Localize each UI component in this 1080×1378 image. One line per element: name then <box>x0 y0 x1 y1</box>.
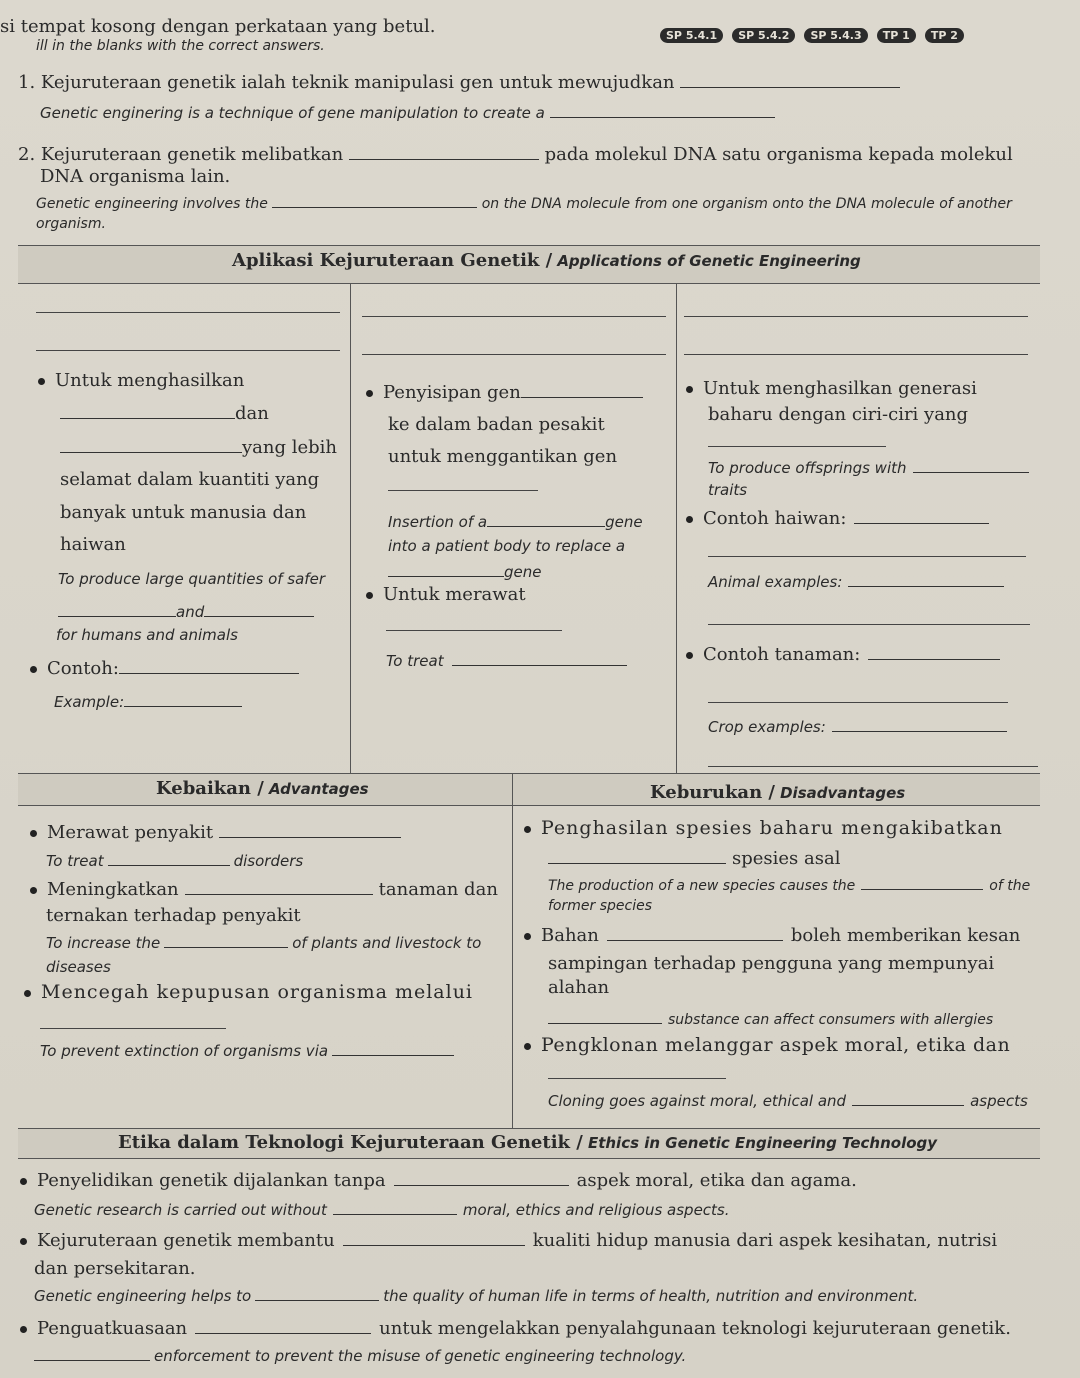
answer-blank[interactable] <box>394 1172 569 1186</box>
col3-line <box>686 508 989 529</box>
adv-line <box>30 822 401 843</box>
answer-blank[interactable] <box>550 104 775 118</box>
col3-text-en: To produce offsprings with <box>708 459 907 477</box>
instruction-en: ill in the blanks with the correct answers. <box>36 38 325 54</box>
dis-text-en: aspects <box>970 1092 1028 1110</box>
adv-line-en <box>46 934 481 952</box>
answer-blank[interactable] <box>848 573 1004 587</box>
ethics-text: Penguatkuasaan <box>37 1318 188 1339</box>
answer-blank[interactable] <box>548 1078 726 1079</box>
col2-line-en <box>388 513 643 531</box>
column-title-blank[interactable] <box>362 354 666 355</box>
dis-text: Bahan <box>541 925 599 946</box>
col1-text-en: To produce large quantities of safer <box>58 570 325 588</box>
column-title-blank[interactable] <box>362 316 666 317</box>
col2-text-en: gene <box>504 563 542 581</box>
divider <box>18 245 1040 246</box>
answer-blank[interactable] <box>255 1287 379 1301</box>
ethics-line-en <box>34 1287 918 1305</box>
divider <box>512 773 513 1128</box>
dis-line <box>524 925 1020 946</box>
bullet-icon <box>20 1178 27 1185</box>
col1-text-en: for humans and animals <box>56 626 238 644</box>
answer-blank[interactable] <box>708 702 1008 703</box>
bullet-icon <box>524 826 531 833</box>
answer-blank[interactable] <box>861 876 983 890</box>
question-2-en <box>36 194 1012 212</box>
adv-text: Mencegah kepupusan organisma melalui <box>41 981 474 1003</box>
col3-line <box>686 644 1000 665</box>
answer-blank[interactable] <box>548 1010 662 1024</box>
answer-blank[interactable] <box>34 1347 150 1361</box>
answer-blank[interactable] <box>708 766 1038 767</box>
ethics-text: Kejuruteraan genetik membantu <box>37 1230 335 1251</box>
answer-blank[interactable] <box>452 652 627 666</box>
badge: SP 5.4.1 <box>660 28 723 43</box>
col2-line <box>366 584 526 605</box>
adv-text: Merawat penyakit <box>47 822 214 843</box>
dis-line-en <box>548 876 1030 894</box>
bullet-icon <box>524 1043 531 1050</box>
col1-line <box>60 437 337 458</box>
answer-blank[interactable] <box>343 1232 525 1246</box>
ethics-text-en: enforcement to prevent the misuse of genetic engineering technology. <box>154 1347 687 1365</box>
col3-text: Contoh haiwan: <box>703 508 847 529</box>
col3-text: Contoh tanaman: <box>703 644 861 665</box>
answer-blank[interactable] <box>388 490 538 491</box>
answer-blank[interactable] <box>195 1320 371 1334</box>
answer-blank[interactable] <box>548 850 726 864</box>
question-text-en: organism. <box>36 216 106 232</box>
ethics-title-en: Ethics in Genetic Engineering Technology <box>587 1134 938 1152</box>
answer-blank[interactable] <box>708 446 886 447</box>
divider <box>18 283 1040 284</box>
col2-line <box>366 382 643 403</box>
col1-text: banyak untuk manusia dan <box>60 502 307 523</box>
column-title-blank[interactable] <box>684 316 1028 317</box>
dis-text: Penghasilan spesies baharu mengakibatkan <box>541 817 1003 839</box>
adv-text-en: To increase the <box>46 934 161 952</box>
answer-blank[interactable] <box>913 459 1029 473</box>
answer-blank[interactable] <box>58 603 176 617</box>
dis-text: sampingan terhadap pengguna yang mempunyai <box>548 953 995 974</box>
column-title-blank[interactable] <box>36 312 340 313</box>
ethics-line-en <box>34 1201 730 1219</box>
answer-blank[interactable] <box>40 1028 226 1029</box>
dis-text: Pengklonan melanggar aspek moral, etika dan <box>541 1034 1011 1056</box>
column-title-blank[interactable] <box>684 354 1028 355</box>
dis-text-en: Cloning goes against moral, ethical and <box>548 1092 847 1110</box>
badge: TP 1 <box>877 28 916 43</box>
dis-line-en <box>548 1092 1028 1110</box>
answer-blank[interactable] <box>854 510 989 524</box>
ethics-text-en: Genetic engineering helps to <box>34 1287 252 1305</box>
answer-blank[interactable] <box>521 384 643 398</box>
apps-title <box>232 250 861 271</box>
column-title-blank[interactable] <box>36 350 340 351</box>
badge: SP 5.4.2 <box>732 28 795 43</box>
bullet-icon <box>24 990 31 997</box>
badge-group <box>660 24 968 43</box>
ethics-text-en: Genetic research is carried out without <box>34 1201 327 1219</box>
ethics-text-en: the quality of human life in terms of health, nutrition and environment. <box>383 1287 919 1305</box>
ethics-text: aspek moral, etika dan agama. <box>576 1170 857 1191</box>
ethics-line <box>20 1318 1011 1339</box>
col3-line-en <box>708 573 1004 591</box>
col1-text: selamat dalam kuantiti yang <box>60 469 320 490</box>
col1-line-en <box>54 693 242 711</box>
adv-line <box>30 879 498 900</box>
answer-blank[interactable] <box>108 852 230 866</box>
dis-text-en: former species <box>548 898 652 914</box>
answer-blank[interactable] <box>487 513 605 527</box>
col1-line-en <box>58 603 314 621</box>
answer-blank[interactable] <box>680 74 900 88</box>
answer-blank[interactable] <box>349 146 539 160</box>
col1-line <box>38 370 244 391</box>
adv-text-en: To treat <box>46 852 104 870</box>
answer-blank[interactable] <box>607 927 783 941</box>
disadvantages-title <box>650 782 905 803</box>
bullet-icon <box>30 887 37 894</box>
col2-line-en <box>386 652 627 670</box>
question-text-en: Genetic enginering is a technique of gene manipulation to create a <box>40 104 545 122</box>
ethics-text: dan persekitaran. <box>34 1258 196 1279</box>
col2-line-en <box>388 563 542 581</box>
dis-text-en: substance can affect consumers with allergies <box>668 1012 994 1028</box>
dis-line <box>524 1034 1010 1056</box>
bullet-icon <box>366 592 373 599</box>
question-number: 1. <box>18 72 36 93</box>
divider <box>18 805 1040 806</box>
disadvantages-title-ms: Keburukan / <box>650 782 776 803</box>
ethics-text: Penyelidikan genetik dijalankan tanpa <box>37 1170 386 1191</box>
question-text: pada molekul DNA satu organisma kepada molekul <box>544 144 1013 165</box>
answer-blank[interactable] <box>119 660 299 674</box>
col3-text: Untuk menghasilkan generasi <box>703 378 977 399</box>
answer-blank[interactable] <box>60 405 235 419</box>
answer-blank[interactable] <box>332 1042 454 1056</box>
col1-text-en: Example: <box>54 693 125 711</box>
col1-text: dan <box>235 403 269 424</box>
col2-text: untuk menggantikan gen <box>388 446 618 467</box>
question-text-en: on the DNA molecule from one organism onto the DNA molecule of another <box>481 196 1012 212</box>
col2-text-en: gene <box>605 513 643 531</box>
divider <box>350 283 351 773</box>
question-text: Kejuruteraan genetik ialah teknik manipulasi gen untuk mewujudkan <box>40 72 675 93</box>
answer-blank[interactable] <box>386 630 562 631</box>
bullet-icon <box>20 1238 27 1245</box>
dis-line <box>548 848 840 869</box>
question-1-en <box>40 104 775 122</box>
adv-text-en: diseases <box>46 958 111 976</box>
ethics-text: untuk mengelakkan penyalahgunaan teknologi kejuruteraan genetik. <box>379 1318 1011 1339</box>
disadvantages-title-en: Disadvantages <box>780 784 906 802</box>
answer-blank[interactable] <box>708 556 1026 557</box>
instruction-ms: si tempat kosong dengan perkataan yang betul. <box>0 16 436 37</box>
question-text: DNA organisma lain. <box>40 166 231 187</box>
dis-text: alahan <box>548 977 610 998</box>
answer-blank[interactable] <box>204 603 314 617</box>
badge: SP 5.4.3 <box>804 28 867 43</box>
dis-line <box>524 817 1003 839</box>
ethics-title-ms: Etika dalam Teknologi Kejuruteraan Genetik / <box>118 1132 583 1153</box>
divider <box>18 1158 1040 1159</box>
col1-text: Untuk menghasilkan <box>55 370 245 391</box>
col2-text: Penyisipan gen <box>383 382 521 403</box>
bullet-icon <box>524 933 531 940</box>
dis-text-en: of the <box>989 878 1031 894</box>
adv-text: Meningkatkan <box>47 879 179 900</box>
col1-line <box>60 403 269 424</box>
adv-line-en <box>40 1042 454 1060</box>
bullet-icon <box>686 516 693 523</box>
ethics-line <box>20 1230 997 1251</box>
bullet-icon <box>686 386 693 393</box>
answer-blank[interactable] <box>185 881 373 895</box>
question-1 <box>18 72 900 93</box>
answer-blank[interactable] <box>832 718 1007 732</box>
col3-text-en: traits <box>708 481 748 499</box>
answer-blank[interactable] <box>868 646 1000 660</box>
ethics-title <box>118 1132 937 1153</box>
answer-blank[interactable] <box>333 1201 457 1215</box>
col3-line-en <box>708 459 1029 477</box>
answer-blank[interactable] <box>388 563 504 577</box>
advantages-title-en: Advantages <box>268 780 369 798</box>
ethics-line <box>20 1170 857 1191</box>
col3-text-en: Crop examples: <box>708 718 826 736</box>
bullet-icon <box>366 390 373 397</box>
adv-text-en: disorders <box>233 852 304 870</box>
col3-text-en: Animal examples: <box>708 573 843 591</box>
bullet-icon <box>686 652 693 659</box>
answer-blank[interactable] <box>272 194 477 208</box>
question-text: Kejuruteraan genetik melibatkan <box>40 144 344 165</box>
dis-text-en: The production of a new species causes the <box>548 878 856 894</box>
answer-blank[interactable] <box>60 439 242 453</box>
adv-text: tanaman dan <box>378 879 498 900</box>
question-number: 2. <box>18 144 36 165</box>
divider <box>676 283 677 773</box>
advantages-title <box>156 778 369 799</box>
advantages-title-ms: Kebaikan / <box>156 778 264 799</box>
dis-text: spesies asal <box>732 848 841 869</box>
badge: TP 2 <box>925 28 964 43</box>
col1-text: haiwan <box>60 534 126 555</box>
dis-text: boleh memberikan kesan <box>790 925 1021 946</box>
col2-text-en: To treat <box>386 652 444 670</box>
col2-text-en: Insertion of a <box>388 513 488 531</box>
divider <box>18 1128 1040 1129</box>
col2-text: Untuk merawat <box>383 584 526 605</box>
dis-line-en <box>548 1010 993 1028</box>
bullet-icon <box>20 1326 27 1333</box>
bullet-icon <box>30 830 37 837</box>
col3-line <box>686 378 977 399</box>
col2-text: ke dalam badan pesakit <box>388 414 605 435</box>
col2-text-en: into a patient body to replace a <box>388 537 626 555</box>
col3-line-en <box>708 718 1007 736</box>
adv-text-en: of plants and livestock to <box>292 934 482 952</box>
col1-text: Contoh: <box>47 658 119 679</box>
ethics-text-en: moral, ethics and religious aspects. <box>462 1201 730 1219</box>
adv-line <box>24 981 473 1003</box>
question-2 <box>18 144 1013 165</box>
answer-blank[interactable] <box>219 824 401 838</box>
col1-text: yang lebih <box>242 437 338 458</box>
question-text-en: Genetic engineering involves the <box>36 196 268 212</box>
adv-text-en: To prevent extinction of organisms via <box>40 1042 329 1060</box>
adv-text: ternakan terhadap penyakit <box>46 905 301 926</box>
ethics-text: kualiti hidup manusia dari aspek kesihatan, nutrisi <box>532 1230 998 1251</box>
ethics-line-en <box>34 1347 686 1365</box>
answer-blank[interactable] <box>852 1092 964 1106</box>
answer-blank[interactable] <box>164 934 288 948</box>
adv-line-en <box>46 852 303 870</box>
apps-title-ms: Aplikasi Kejuruteraan Genetik / <box>232 250 553 271</box>
col1-line <box>30 658 299 679</box>
answer-blank[interactable] <box>124 693 242 707</box>
divider <box>18 773 1040 774</box>
apps-title-en: Applications of Genetic Engineering <box>557 252 861 270</box>
bullet-icon <box>30 666 37 673</box>
bullet-icon <box>38 378 45 385</box>
col1-text-en: and <box>176 603 205 621</box>
col3-text: baharu dengan ciri-ciri yang <box>708 404 969 425</box>
answer-blank[interactable] <box>708 624 1030 625</box>
